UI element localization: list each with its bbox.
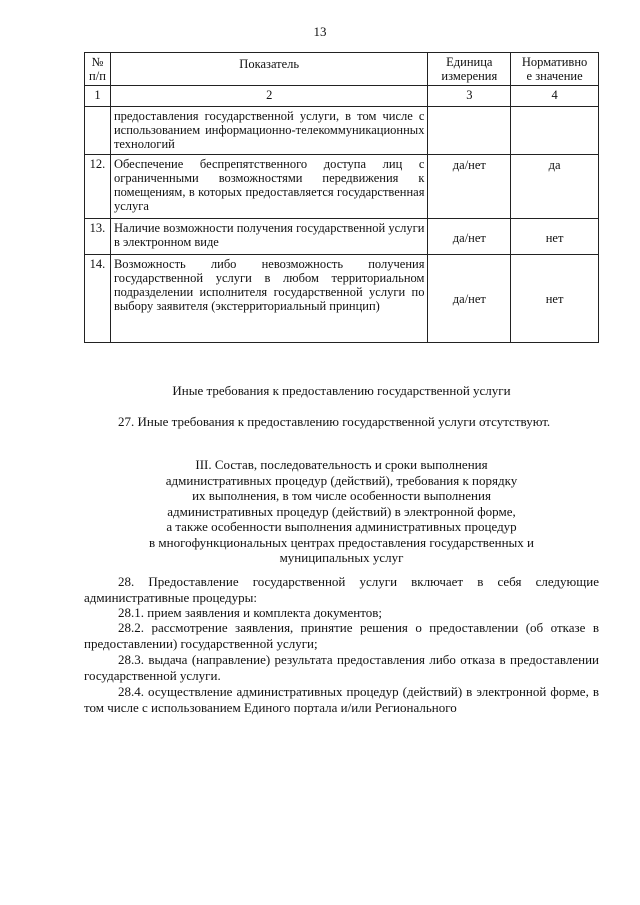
row-indicator: Наличие возможности получения государственной услуги в электронном виде <box>110 219 428 255</box>
header-num-line2: п/п <box>89 69 106 83</box>
section-title-line: III. Состав, последовательность и сроки выполнения <box>195 457 488 472</box>
table-row <box>85 219 599 255</box>
row-value <box>511 107 599 155</box>
row-value: да <box>511 155 599 219</box>
header-norm-line1: Нормативно <box>521 55 588 69</box>
header-num-line1: № <box>91 55 104 69</box>
header-norm <box>511 53 599 86</box>
section-title-line: административных процедур (действий) в электронной форме, <box>167 503 516 519</box>
header-indicator <box>110 53 428 86</box>
column-number: 2 <box>110 86 428 107</box>
table-row <box>85 155 599 219</box>
row-num: 12. <box>85 155 111 219</box>
item-28-1: 28.1. прием заявления и комплекта документов; <box>118 605 383 620</box>
section-title-line: а также особенности выполнения административных процедур <box>166 519 517 534</box>
item-28-3: 28.3. выдача (направление) результата предоставления либо отказа в предоставлении государственной услуги. <box>84 652 599 683</box>
table-row <box>85 255 599 343</box>
column-number-row <box>85 86 599 107</box>
row-value: нет <box>511 255 599 343</box>
row-indicator: Возможность либо невозможность получения государственной услуги в любом территориальном подразделении исполнителя государственной услуги по выбору заявителя (экстерриториальный принцип) <box>110 255 428 343</box>
item-28-4: 28.4. осуществление административных процедур (действий) в электронной форме, в том числе с использованием Единого портала и/или Регионального <box>84 684 599 715</box>
subheading-other-requirements: Иные требования к предоставлению государственной услуги <box>172 383 511 398</box>
section-title-line: муниципальных услуг <box>279 550 404 565</box>
section-title-line: административных процедур (действий), требования к порядку <box>165 472 518 488</box>
paragraph-27: 27. Иные требования к предоставлению государственной услуги отсутствуют. <box>118 414 551 429</box>
header-unit-line1: Единица <box>446 55 493 69</box>
table-header-row <box>85 53 599 86</box>
column-number: 1 <box>85 86 111 107</box>
indicators-table <box>84 52 599 343</box>
table-row <box>85 107 599 155</box>
row-num: 13. <box>85 219 111 255</box>
row-unit <box>428 107 511 155</box>
item-28-2: 28.2. рассмотрение заявления, принятие решения о предоставлении (об отказе в предоставлении) государственной услуги; <box>84 620 599 651</box>
paragraph-28: 28. Предоставление государственной услуги включает в себя следующие административные процедуры: <box>84 574 599 605</box>
header-num <box>85 53 111 86</box>
row-unit: да/нет <box>428 219 511 255</box>
header-unit-line2: измерения <box>441 69 498 83</box>
section-title-line: их выполнения, в том числе особенности выполнения <box>192 488 491 503</box>
row-indicator: Обеспечение беспрепятственного доступа лиц с ограниченными возможностями передвижения к помещениям, в которых предоставляется государственная услуга <box>110 155 428 219</box>
row-unit: да/нет <box>428 255 511 343</box>
row-indicator: предоставления государственной услуги, в том числе с использованием информационно-телекоммуникационных технологий <box>110 107 428 155</box>
row-num <box>85 107 111 155</box>
header-norm-line2: е значение <box>526 69 583 83</box>
row-num: 14. <box>85 255 111 343</box>
section-title-line: в многофункциональных центрах предоставления государственных и <box>149 534 534 550</box>
row-value: нет <box>511 219 599 255</box>
column-number: 4 <box>511 86 599 107</box>
row-unit: да/нет <box>428 155 511 219</box>
header-indicator-label: Показатель <box>239 57 300 71</box>
column-number: 3 <box>428 86 511 107</box>
section-title <box>84 457 599 566</box>
header-unit <box>428 53 511 86</box>
page-number: 13 <box>313 24 327 39</box>
